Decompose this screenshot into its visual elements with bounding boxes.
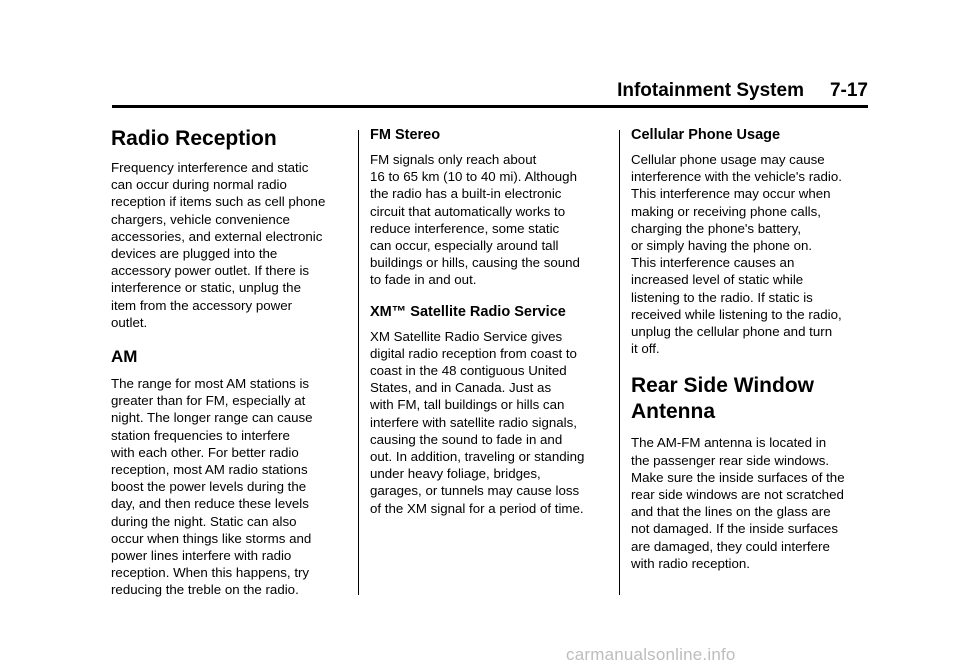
header-text: [617, 80, 868, 102]
xm-text: XM Satellite Radio Service gives digital radio reception from coast to coast in the 48 contiguous United States, and in Canada. Just as with FM, tall buildings or hills can interfere with satellite radio signals, causing the sound to fade in and out. In addition, traveling or standing under heavy foliage, bridges, garages, or tunnels may cause loss of the XM signal for a period of time.: [370, 328, 585, 516]
radio-reception-title: Radio Reception: [111, 127, 277, 150]
fm-stereo-text: FM signals only reach about 16 to 65 km (10 to 40 mi). Although the radio has a built-in electronic circuit that automatically works to reduce interference, some static can occur, especially around tall buildings or hills, causing the sound to fade in and out.: [370, 152, 580, 288]
xm-heading: XM™ Satellite Radio Service: [370, 303, 566, 320]
am-heading: AM: [111, 347, 138, 367]
radio-reception-text: Frequency interference and static can occur during normal radio reception if items such as cell phone chargers, vehicle convenience accessories, and external electronic devices are plugged into the accessory power outlet. If there is interference or static, unplug the item from the accessory power outlet.: [111, 160, 326, 330]
antenna-text: The AM-FM antenna is located in the passenger rear side windows. Make sure the inside surfaces of the rear side windows are not scratched and that the lines on the glass are not damaged. If the inside surfaces are damaged, they could interfere with radio reception.: [631, 435, 845, 571]
column-divider-2: [619, 130, 620, 595]
cellular-text: Cellular phone usage may cause interference with the vehicle's radio. This interference may occur when making or receiving phone calls, charging the phone's battery, or simply having the phone on. This interference causes an increased level of static while listening to the radio. If static is received while listening to the radio, unplug the cellular phone and turn it off.: [631, 152, 842, 357]
antenna-title: Rear Side Window Antenna: [631, 374, 815, 424]
watermark: carmanualsonline.info: [566, 645, 736, 664]
section-title: Infotainment System: [617, 80, 804, 101]
am-text: The range for most AM stations is greater than for FM, especially at night. The longer range can cause station frequencies to interfere with each other. For better radio reception, most AM radio stations boost the power levels during the day, and then reduce these levels during the night. Static can also occur when things like storms and power lines interfere with radio reception. When this happens, try reducing the treble on the radio.: [111, 376, 313, 598]
header-rule: [112, 105, 868, 108]
column-divider-1: [358, 130, 359, 595]
fm-stereo-heading: FM Stereo: [370, 127, 441, 143]
page-number: 7-17: [829, 80, 868, 101]
column-3: [631, 126, 871, 572]
column-2: [370, 126, 606, 517]
cellular-heading: Cellular Phone Usage: [631, 127, 781, 143]
page-header: [112, 80, 868, 102]
column-1: [111, 126, 347, 599]
